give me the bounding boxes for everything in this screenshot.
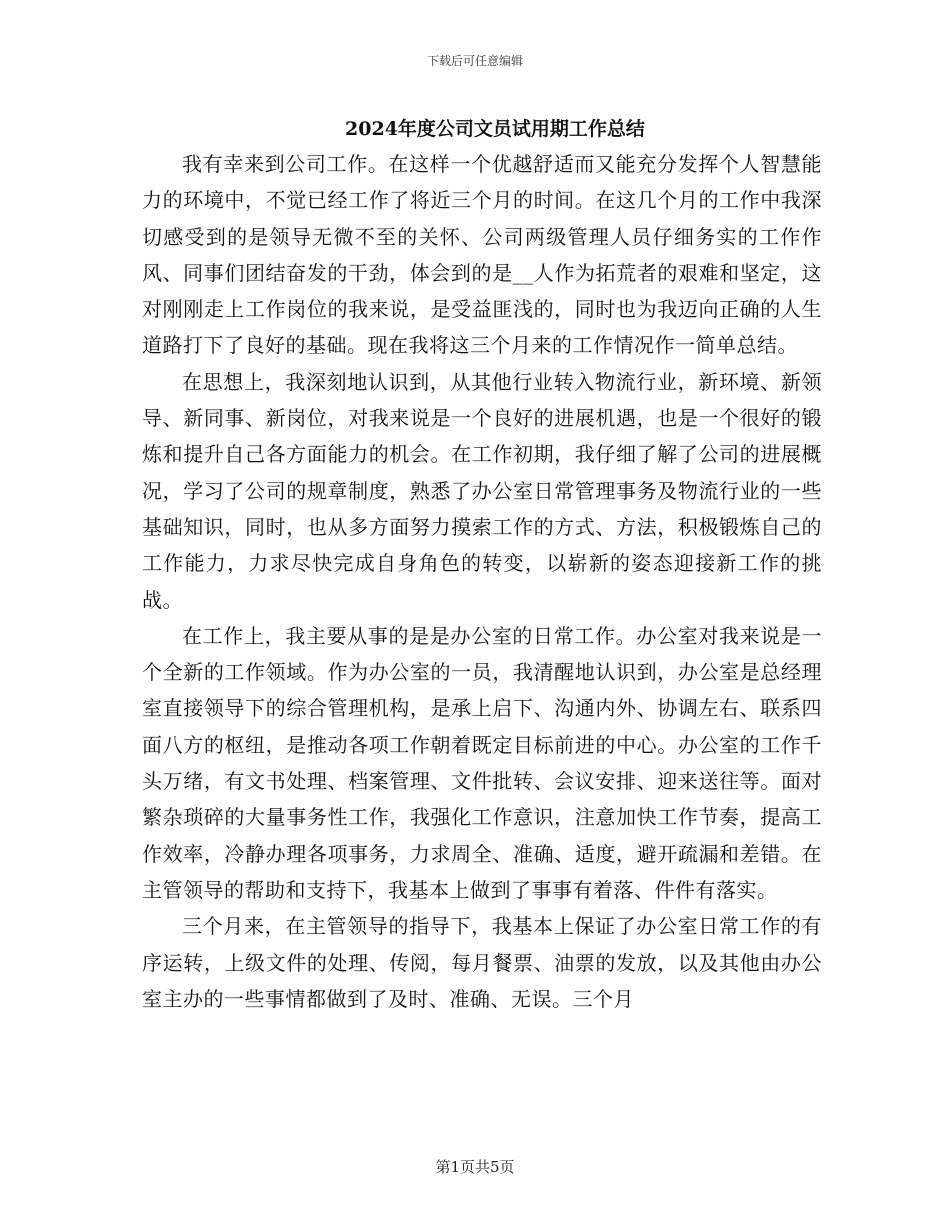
page-header-note: 下载后可任意编辑: [426, 54, 523, 68]
paragraph-3: 在工作上，我主要从事的是是办公室的日常工作。办公室对我来说是一个全新的工作领域。作为办公室的一员，我清醒地认识到，办公室是总经理室直接领导下的综合管理机构，是承上启下、沟通内外、协调左右、联系四面八方的枢纽，是推动各项工作朝着既定目标前进的中心。办公室的工作千头万绪，有文书处理、档案管理、文件批转、会议安排、迎来送往等。面对繁杂琐碎的大量事务性工作，我强化工作意识，注意加快工作节奏，提高工作效率，冷静办理各项事务，力求周全、准确、适度，避开疏漏和差错。在主管领导的帮助和支持下，我基本上做到了事事有着落、件件有落实。: [142, 623, 822, 902]
document-title: 2024年度公司文员试用期工作总结: [345, 118, 645, 140]
page-number: 第1页共5页: [435, 1158, 515, 1176]
paragraph-1: 我有幸来到公司工作。在这样一个优越舒适而又能充分发挥个人智慧能力的环境中，不觉已经工作了将近三个月的时间。在这几个月的工作中我深切感受到的是领导无微不至的关怀、公司两级管理人员仔细务实的工作作风、同事们团结奋发的干劲，体会到的是__人作为拓荒者的艰难和坚定，这对刚刚走上工作岗位的我来说，是受益匪浅的，同时也为我迈向正确的人生道路打下了良好的基础。现在我将这三个月来的工作情况作一简单总结。: [142, 152, 822, 358]
paragraph-2: 在思想上，我深刻地认识到，从其他行业转入物流行业，新环境、新领导、新同事、新岗位，对我来说是一个良好的进展机遇，也是一个很好的锻炼和提升自己各方面能力的机会。在工作初期，我仔细了解了公司的进展概况，学习了公司的规章制度，熟悉了办公室日常管理事务及物流行业的一些基础知识，同时，也从多方面努力摸索工作的方式、方法，积极锻炼自己的工作能力，力求尽快完成自身角色的转变，以崭新的姿态迎接新工作的挑战。: [142, 369, 822, 612]
paragraph-4: 三个月来，在主管领导的指导下，我基本上保证了办公室日常工作的有序运转，上级文件的处理、传阅，每月餐票、油票的发放，以及其他由办公室主办的一些事情都做到了及时、准确、无误。三个月: [142, 914, 822, 1011]
document-body: [142, 146, 822, 1017]
